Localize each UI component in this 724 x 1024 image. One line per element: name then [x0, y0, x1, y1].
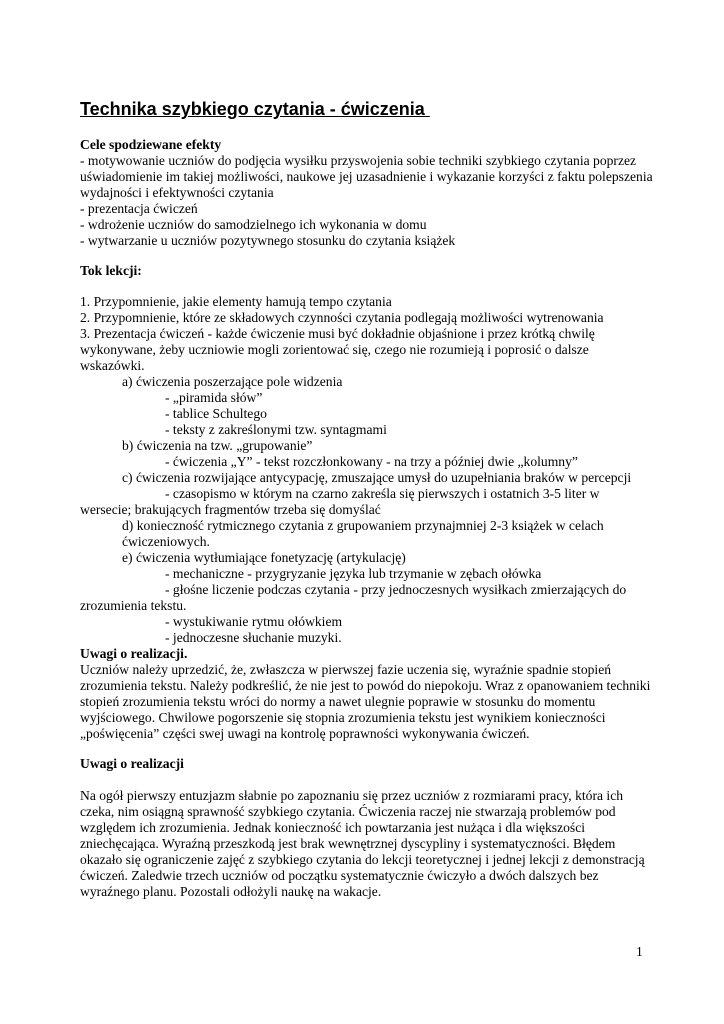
text-line: Na ogół pierwszy entuzjazm słabnie po zapoznaniu się przez uczniów z rozmiarami pracy, która ich — [80, 788, 624, 803]
text-line: - mechaniczne - przygryzanie języka lub trzymanie w zębach ołówka — [165, 566, 542, 581]
text-line: uświadomienie im takiej możliwości, naukowe jej uzasadnienie i wykazanie korzyści z faktu polepszenia — [80, 169, 653, 184]
text-line: okazało się ograniczenie zajęć z szybkiego czytania do lekcji teoretycznej i jednej lekcji z demonstracją — [80, 852, 645, 867]
text-line: zniechęcająca. Wyraźną przeszkodą jest brak wewnętrznej dyscypliny i systematyczności. Błędem — [80, 836, 616, 851]
text-line: - głośne liczenie podczas czytania - przy jednoczesnych wysiłkach zmierzających do — [165, 582, 627, 597]
text-line: c) ćwiczenia rozwijające antycypację, zmuszające umysł do uzupełniania braków w percepcji — [122, 470, 632, 485]
heading-remarks: Uwagi o realizacji. — [80, 646, 188, 661]
text-line: - ćwiczenia „Y” - tekst rozczłonkowany - na trzy a później dwie „kolumny” — [165, 454, 578, 469]
heading-lesson-plan: Tok lekcji: — [80, 263, 142, 278]
text-line: 3. Prezentacja ćwiczeń - każde ćwiczenie musi być dokładnie objaśnione i przez krótką chwilę — [80, 326, 595, 341]
text-line: wyraźnego planu. Pozostali odłożyli naukę na wakacje. — [80, 884, 382, 899]
text-line: d) konieczność rytmicznego czytania z grupowaniem przynajmniej 2-3 książek w celach — [122, 518, 604, 533]
text-line: wykonywane, żeby uczniowie mogli zorientować się, czego nie rozumieją i poprosić o dalsze — [80, 342, 589, 357]
page-number: 1 — [636, 944, 643, 959]
text-line: wyjściowego. Chwilowe pogorszenie się stopnia zrozumienia tekstu jest wynikiem konieczności — [80, 710, 606, 725]
text-line: - tablice Schultego — [165, 406, 267, 421]
text-line: względem ich zrozumienia. Jednak konieczność ich powtarzania jest nużąca i dla większości — [80, 820, 586, 835]
text-line: stopień zrozumienia tekstu wróci do normy a nawet ulegnie poprawie w stosunku do momentu — [80, 694, 596, 709]
text-line: 1. Przypomnienie, jakie elementy hamują tempo czytania — [80, 294, 392, 309]
text-line: - prezentacja ćwiczeń — [80, 201, 198, 216]
text-line: czeka, nim osiągną sprawność szybkiego czytania. Ćwiczenia raczej nie stwarzają problemów pod — [80, 804, 616, 819]
text-line: zrozumienia tekstu. Należy podkreślić, że nie jest to powód do niepokoju. Wraz z opanowaniem techniki — [80, 678, 651, 693]
text-line: wskazówki. — [80, 358, 145, 373]
text-line: „poświęcenia” części swej uwagi na kontrolę poprawności wykonywania ćwiczeń. — [80, 726, 530, 741]
text-line: ćwiczeń. Zaledwie trzech uczniów od początku systematycznie ćwiczyło a dwóch dalszych bez — [80, 868, 599, 883]
text-line: ćwiczeniowych. — [122, 534, 210, 549]
text-line: 2. Przypomnienie, które ze składowych czynności czytania podlegają możliwości wytrenowania — [80, 310, 604, 325]
document-title: Technika szybkiego czytania - ćwiczenia — [80, 99, 430, 119]
text-line: - jednoczesne słuchanie muzyki. — [165, 630, 342, 645]
text-line: - wytwarzanie u uczniów pozytywnego stosunku do czytania książek — [80, 233, 456, 248]
text-line: wydajności i efektywności czytania — [80, 185, 274, 200]
text-line: e) ćwiczenia wytłumiające fonetyzację (artykulację) — [122, 550, 406, 565]
text-line: b) ćwiczenia na tzw. „grupowanie” — [122, 438, 313, 453]
text-line: - motywowanie uczniów do podjęcia wysiłku przyswojenia sobie techniki szybkiego czytania poprzez — [80, 153, 637, 168]
heading-goals: Cele spodziewane efekty — [80, 137, 222, 152]
text-line: - wystukiwanie rytmu ołówkiem — [165, 614, 343, 629]
heading-remarks-2: Uwagi o realizacji — [80, 756, 184, 771]
text-line: - wdrożenie uczniów do samodzielnego ich wykonania w domu — [80, 217, 427, 232]
text-line: Uczniów należy uprzedzić, że, zwłaszcza w pierwszej fazie uczenia się, wyraźnie spadnie stopień — [80, 662, 612, 677]
text-line: - czasopismo w którym na czarno zakreśla się pierwszych i ostatnich 3-5 liter w — [165, 486, 600, 501]
text-line: - „piramida słów” — [165, 390, 263, 405]
text-line: wersecie; brakujących fragmentów trzeba się domyślać — [80, 502, 381, 517]
text-line: - teksty z zakreślonymi tzw. syntagmami — [165, 422, 387, 437]
text-line: a) ćwiczenia poszerzające pole widzenia — [122, 374, 343, 389]
text-line: zrozumienia tekstu. — [80, 598, 187, 613]
